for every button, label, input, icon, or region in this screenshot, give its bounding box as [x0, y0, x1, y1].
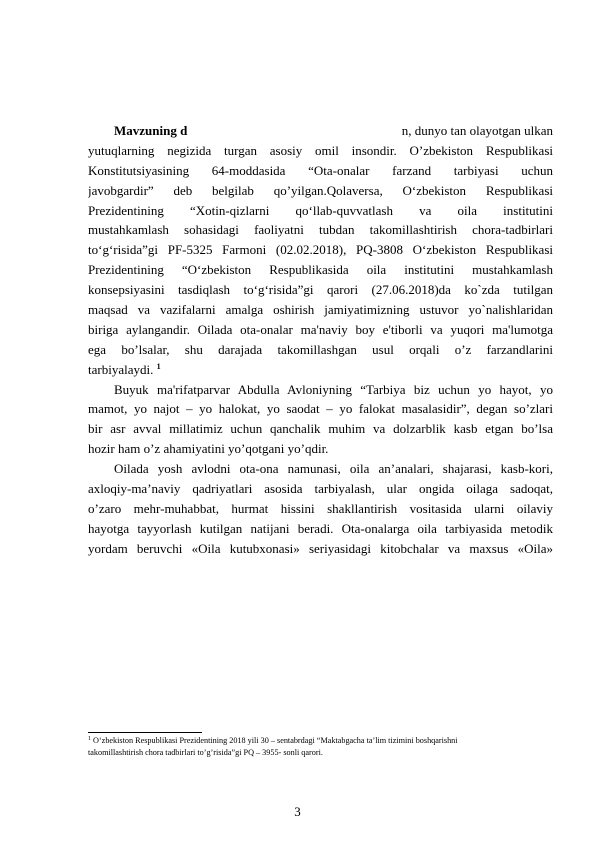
body-line-text: ega bo’lsalar, shu darajada takomillashgan usul orqali o’z farzandlarini	[88, 341, 553, 357]
body-line	[88, 220, 553, 240]
body-line	[88, 300, 553, 320]
footnote-number: 1	[88, 736, 91, 742]
body-line	[88, 201, 553, 221]
body-line	[88, 380, 553, 400]
body-line	[88, 439, 553, 459]
footnote	[88, 735, 553, 758]
body-line	[88, 419, 553, 439]
body-line-text: tarbiyalaydi.	[88, 361, 157, 377]
body-line-text: bir asr avval millatimiz uchun qanchalik muhim va dolzarblik kasb etgan bo’lsa	[88, 421, 553, 437]
body-line-text: Prezidentining “Xotin-qizlarni qo‘llab-quvvatlash va oila institutini	[88, 202, 553, 218]
body-line	[88, 340, 553, 360]
footnote-divider	[88, 732, 202, 733]
body-line	[88, 181, 553, 201]
body-line-text: maqsad va vazifalarni amalga oshirish jamiyatimizning ustuvor yo`nalishlaridan	[88, 302, 553, 318]
body-line-text: o’zaro mehr-muhabbat, hurmat hissini shakllantirish vositasida ularni oilaviy	[88, 500, 553, 516]
page-number: 3	[294, 804, 301, 819]
body-line-text: Oilada yosh avlodni ota-ona namunasi, oila an’analari, shajarasi, kasb-kori,	[114, 461, 553, 477]
body-line-text: konsepsiyasini tasdiqlash to‘g‘risida”gi qarori (27.06.2018)da ko`zda tutilgan	[88, 282, 553, 298]
body-line-text: biriga aylangandir. Oilada ota-onalar ma'naviy boy e'tiborli va yuqori ma'lumotga	[88, 321, 553, 337]
body-line	[88, 459, 553, 479]
body-line-text: mamot, yo najot – yo halokat, yo saodat – yo falokat masalasidir”, degan so’zlari	[88, 401, 553, 417]
body-line	[88, 260, 553, 280]
body-line	[88, 161, 553, 181]
footnote-line	[88, 747, 553, 759]
body-line	[88, 141, 553, 161]
body-line-text: mustahkamlash sohasidagi faoliyatni tubdan takomillashtirish chora-tadbirlari	[88, 222, 553, 238]
body-line-text: Konstitutsiyasining 64-moddasida “Ota-onalar farzand tarbiyasi uchun	[88, 162, 553, 178]
section-lead-title: Mavzuning d	[114, 123, 188, 138]
body-line	[88, 519, 553, 539]
body-line	[88, 320, 553, 340]
body-text	[88, 121, 553, 559]
body-line-text: n, dunyo tan olayotgan ulkan	[401, 123, 553, 138]
body-line-text: to‘g‘risida”gi PF-5325 Farmoni (02.02.2018), PQ-3808 O‘zbekiston Respublikasi	[88, 242, 553, 258]
body-line	[88, 240, 553, 260]
footnote-text-line-1: O‘zbekiston Respublikasi Prezidentining 2018 yili 30 – sentabrdagi “Maktabgacha ta’lim tizimini boshqarishni	[91, 736, 458, 745]
body-line-text: hozir ham o’z ahamiyatini yo’qotgani yo’qdir.	[88, 441, 329, 457]
body-line-text: hayotga tayyorlash kutilgan natijani beradi. Ota-onalarga oila tarbiyasida metodik	[88, 520, 553, 536]
footnote-reference[interactable]: 1	[156, 361, 161, 371]
body-line-text: yutuqlarning negizida turgan asosiy omil insondir. O’zbekiston Respublikasi	[88, 142, 553, 158]
body-line-text: axloqiy-ma’naviy qadriyatlari asosida tarbiyalash, ular ongida oilaga sadoqat,	[88, 481, 553, 497]
body-line-text: yordam beruvchi «Oila kutubxonasi» seriyasidagi kitobchalar va maxsus «Oila»	[88, 540, 553, 556]
body-line	[88, 499, 553, 519]
body-line	[88, 121, 553, 141]
body-line	[88, 280, 553, 300]
body-line	[88, 479, 553, 499]
footnote-text-line-2: takomillashtirish chora tadbirlari to’g’risida”gi PQ – 3955- sonli qarori.	[88, 747, 323, 757]
body-line	[88, 360, 553, 380]
body-line	[88, 399, 553, 419]
body-line-text: Prezidentining “O‘zbekiston Respublikasida oila institutini mustahkamlash	[88, 262, 553, 278]
footnote-line	[88, 735, 553, 747]
body-line-text: Buyuk ma'rifatparvar Abdulla Avloniyning “Tarbiya biz uchun yo hayot, yo	[114, 381, 553, 397]
body-line-text: javobgardir” deb belgilab qo’yilgan.Qolaversa, O‘zbekiston Respublikasi	[88, 182, 553, 198]
body-line	[88, 539, 553, 559]
